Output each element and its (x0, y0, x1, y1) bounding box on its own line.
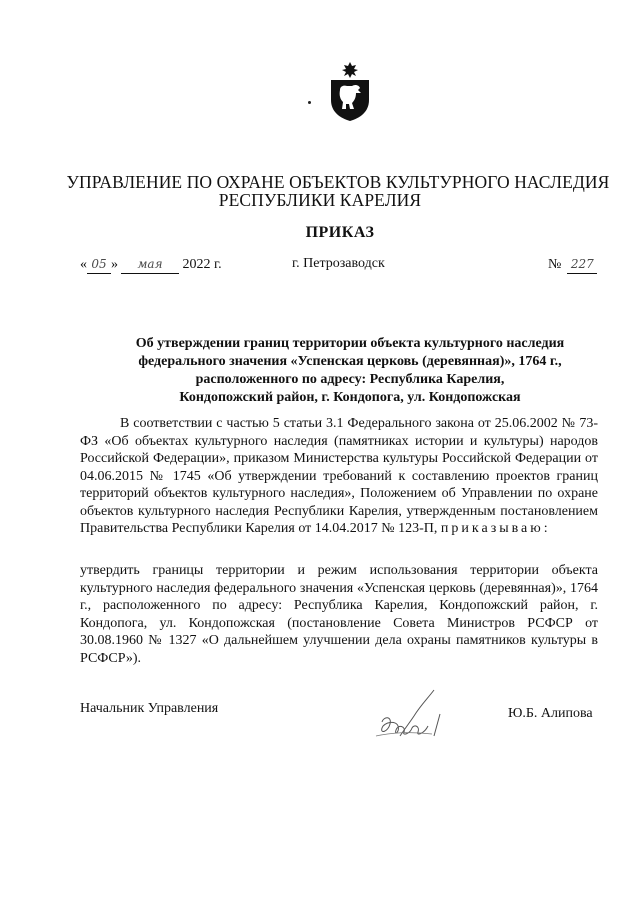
organization-name-line2: РЕСПУБЛИКИ КАРЕЛИЯ (218, 190, 422, 210)
preamble-paragraph (80, 415, 598, 538)
title-line: расположенного по адресу: Республика Карелия, (195, 372, 505, 387)
date-year: 2022 г. (182, 257, 222, 272)
title-line: Об утверждении границ территории объекта культурного наследия (135, 336, 565, 351)
quote-close: » (111, 257, 118, 272)
order-city: г. Петрозаводск (292, 256, 385, 271)
quote-open: « (80, 257, 87, 272)
order-number (548, 255, 597, 274)
title-line: федерального значения «Успенская церковь (деревянная)», 1764 г., (138, 354, 562, 369)
signatory-name: Ю.Б. Алипова (508, 706, 593, 721)
decision-paragraph: утвердить границы территории и режим использования территории объекта культурного наследия федерального значения «Успенская церковь (деревянная)», 1764 г., расположенного по адресу: Республика Карелия, Кондопожский район, г. Кондопога, ул. Кондопожская (постановление Совета Министров РСФСР от 30.08.1960 № 1327 «О дальнейшем улучшении дела охраны памятников культуры в РСФСР»). (80, 563, 598, 666)
order-word: приказываю: (440, 521, 551, 536)
number-value: 227 (567, 255, 597, 274)
karelia-coat-of-arms-icon (328, 60, 372, 122)
date-day: 05 (87, 255, 111, 274)
scan-dot (308, 101, 311, 104)
number-label: № (548, 257, 562, 272)
document-type-heading: ПРИКАЗ (305, 224, 375, 241)
order-date (80, 255, 222, 274)
date-month: мая (121, 255, 179, 274)
title-line: Кондопожский район, г. Кондопога, ул. Кондопожская (179, 390, 521, 405)
handwritten-signature (374, 686, 464, 746)
order-title (100, 335, 600, 407)
signatory-position: Начальник Управления (80, 701, 219, 716)
organization-name-line1: УПРАВЛЕНИЕ ПО ОХРАНЕ ОБЪЕКТОВ КУЛЬТУРНОГО НАСЛЕДИЯ (66, 172, 610, 192)
preamble-text: В соответствии с частью 5 статьи 3.1 Федерального закона от 25.06.2002 № 73-ФЗ «Об объектах культурного наследия (памятниках истории и культуры) народов Российской Федерации», приказом Министерства культуры Российской Федерации от 04.06.2015 № 1745 «Об утверждении требований к составлению проектов границ территорий объектов культурного наследия», Положением об Управлении по охране объектов культурного наследия Республики Карелия, утвержденным постановлением Правительства Республики Карелия от 14.04.2017 № 123-П, (80, 416, 598, 536)
